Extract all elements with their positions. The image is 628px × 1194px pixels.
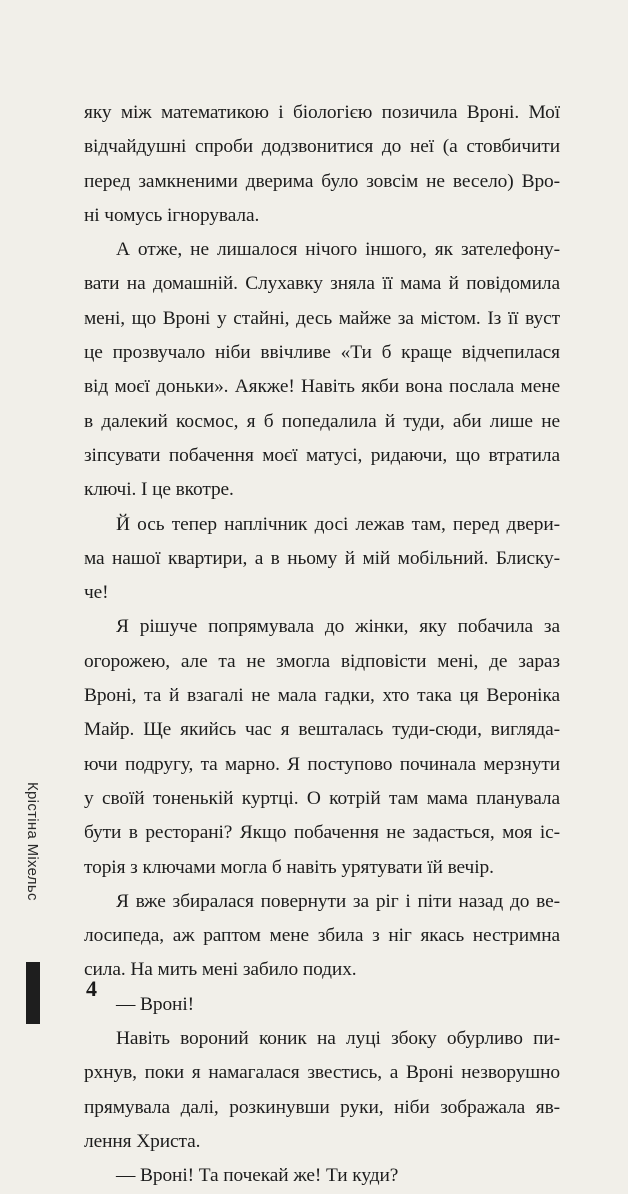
text-line [84,748,560,782]
text-line [84,610,560,644]
running-head-author: Крістіна Міхельс [24,782,41,901]
text-line [84,645,560,679]
text-line-content: бути в ресторані? Якщо побачення не задасться, моя іс- [84,822,560,844]
text-line-content: А отже, не лишалося нічого іншого, як зателефону- [116,239,560,261]
page-number: 4 [86,976,97,1001]
text-line-content: мені, що Вроні у стайні, десь майже за містом. Із її вуст [84,307,560,329]
text-line [84,96,560,130]
text-line [84,165,560,199]
text-line [84,713,560,747]
text-line [84,953,560,987]
text-line-content: лосипеда, аж раптом мене збила з ніг якась нестримна [84,925,560,947]
text-line [84,576,560,610]
text-line [84,267,560,301]
text-line-content: Й ось тепер наплічник досі лежав там, перед двери- [116,513,560,535]
text-line-content: перед замкненими дверима було зовсім не весело) Вро- [84,170,560,192]
text-line [84,988,560,1022]
text-line [84,130,560,164]
text-line-content: Я рішуче попрямувала до жінки, яку побачила за [116,616,560,638]
text-line [84,782,560,816]
text-line [84,199,560,233]
text-line-content: вати на домашній. Слухавку зняла її мама й повідомила [84,273,560,295]
text-line [84,1159,560,1193]
text-line-content: сила. На мить мені забило подих. [84,959,357,981]
text-line-content: від моєї доньки». Аякже! Навіть якби вона послала мене [84,376,560,398]
text-line-content: зіпсувати побачення моєї матусі, ридаючи, що втратила [84,444,560,466]
text-line [84,1125,560,1159]
text-line [84,816,560,850]
text-line-content: Навіть вороний коник на луці збоку обурливо пи- [116,1028,560,1050]
page-body-text [84,96,560,1194]
text-line [84,439,560,473]
text-line-content: в далекий космос, я б попедалила й туди, аби лише не [84,410,560,432]
text-line [84,542,560,576]
text-line [84,1022,560,1056]
text-line-content: це прозвучало ніби ввічливе «Ти б краще відчепилася [84,342,560,364]
text-line [84,473,560,507]
text-line [84,1056,560,1090]
text-line-content: лення Христа. [84,1130,201,1152]
text-line-content: рхнув, поки я намагалася звестись, а Вроні незворушно [84,1062,560,1084]
text-line [84,508,560,542]
text-line-content: відчайдушні спроби додзвонитися до неї (а стовбичити [84,136,560,158]
text-line-content: ні чомусь ігнорувала. [84,204,260,226]
text-line-content: — Вроні! Та почекай же! Ти куди? [116,1165,399,1187]
text-line [84,679,560,713]
text-line [84,885,560,919]
edge-marker-bar [26,962,40,1024]
text-line-content: ма нашої квартири, а в ньому й мій мобільний. Блиску- [84,547,560,569]
text-line [84,851,560,885]
text-line-content: ючи подругу, та марно. Я поступово починала мерзнути [84,753,560,775]
text-line [84,233,560,267]
text-line [84,336,560,370]
text-line-content: огорожею, але та не змогла відповісти мені, де зараз [84,650,560,672]
text-line-content: ключі. І це вкотре. [84,479,234,501]
text-line-content: Вроні, та й взагалі не мала гадки, хто така ця Вероніка [84,685,560,707]
text-line-content: — Вроні! [116,993,194,1015]
text-line-content: яку між математикою і біологією позичила Вроні. Мої [84,102,560,123]
text-line [84,302,560,336]
text-line [84,370,560,404]
text-line [84,405,560,439]
text-line-content: Я вже збиралася повернути за ріг і піти назад до ве- [116,890,560,912]
text-line-content: че! [84,582,109,604]
text-line [84,919,560,953]
text-line-content: Майр. Ще якийсь час я вешталась туди-сюди, вигляда- [84,719,560,741]
text-line-content: у своїй тоненькій куртці. О котрій там мама планувала [84,787,560,809]
text-line [84,1091,560,1125]
text-line-content: прямувала далі, розкинувши руки, ніби зображала яв- [84,1096,560,1118]
text-line-content: торія з ключами могла б навіть урятувати їй вечір. [84,856,494,878]
